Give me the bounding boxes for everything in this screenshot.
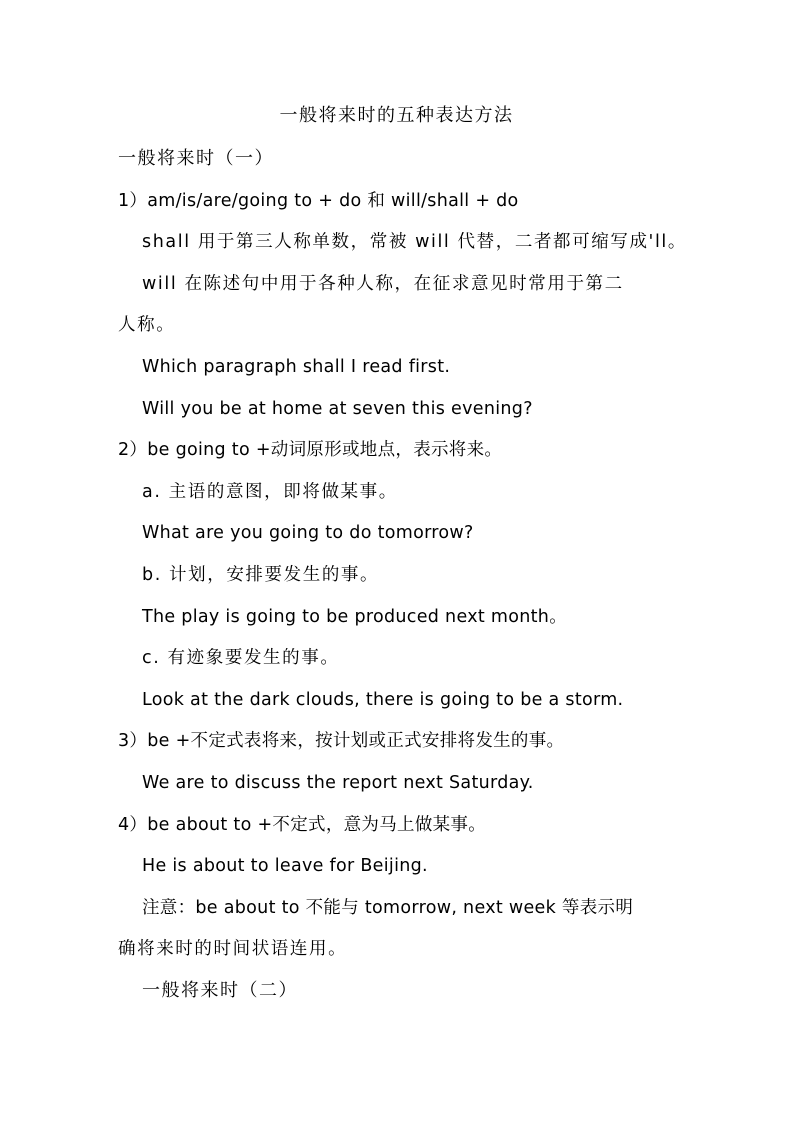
sub-point-b: b. 计划，安排要发生的事。 [142,565,380,585]
rule-1: 1）am/is/are/going to + do 和 will/shall + do [118,191,519,211]
rule-3: 3）be +不定式表将来，按计划或正式安排将发生的事。 [118,731,565,751]
document-title: 一般将来时的五种表达方法 [279,105,514,126]
rule-2: 2）be going to +动词原形或地点，表示将来。 [118,440,503,460]
note-line: 注意：be about to 不能与 tomorrow, next week 等表示明 [142,898,634,918]
example-sentence: What are you going to do tomorrow? [142,523,474,543]
paragraph-will: will 在陈述句中用于各种人称，在征求意见时常用于第二 [142,274,624,294]
example-sentence: Look at the dark clouds, there is going to be a storm. [142,690,624,710]
section-heading-1: 一般将来时（一） [118,148,274,169]
section-heading-2: 一般将来时（二） [142,980,298,1001]
example-sentence: Will you be at home at seven this evening? [142,399,533,419]
sub-point-c: c. 有迹象要发生的事。 [142,648,340,668]
sub-point-a: a. 主语的意图，即将做某事。 [142,482,398,502]
note-line-cont: 确将来时的时间状语连用。 [118,939,348,959]
rule-4: 4）be about to +不定式，意为马上做某事。 [118,815,487,835]
paragraph-shall: shall 用于第三人称单数，常被 will 代替，二者都可缩写成'll。 [142,232,687,252]
example-sentence: He is about to leave for Beijing. [142,856,428,876]
example-sentence: We are to discuss the report next Saturday. [142,773,534,793]
example-sentence: The play is going to be produced next month。 [142,607,567,627]
paragraph-will-cont: 人称。 [118,315,176,335]
example-sentence: Which paragraph shall I read first. [142,357,451,377]
